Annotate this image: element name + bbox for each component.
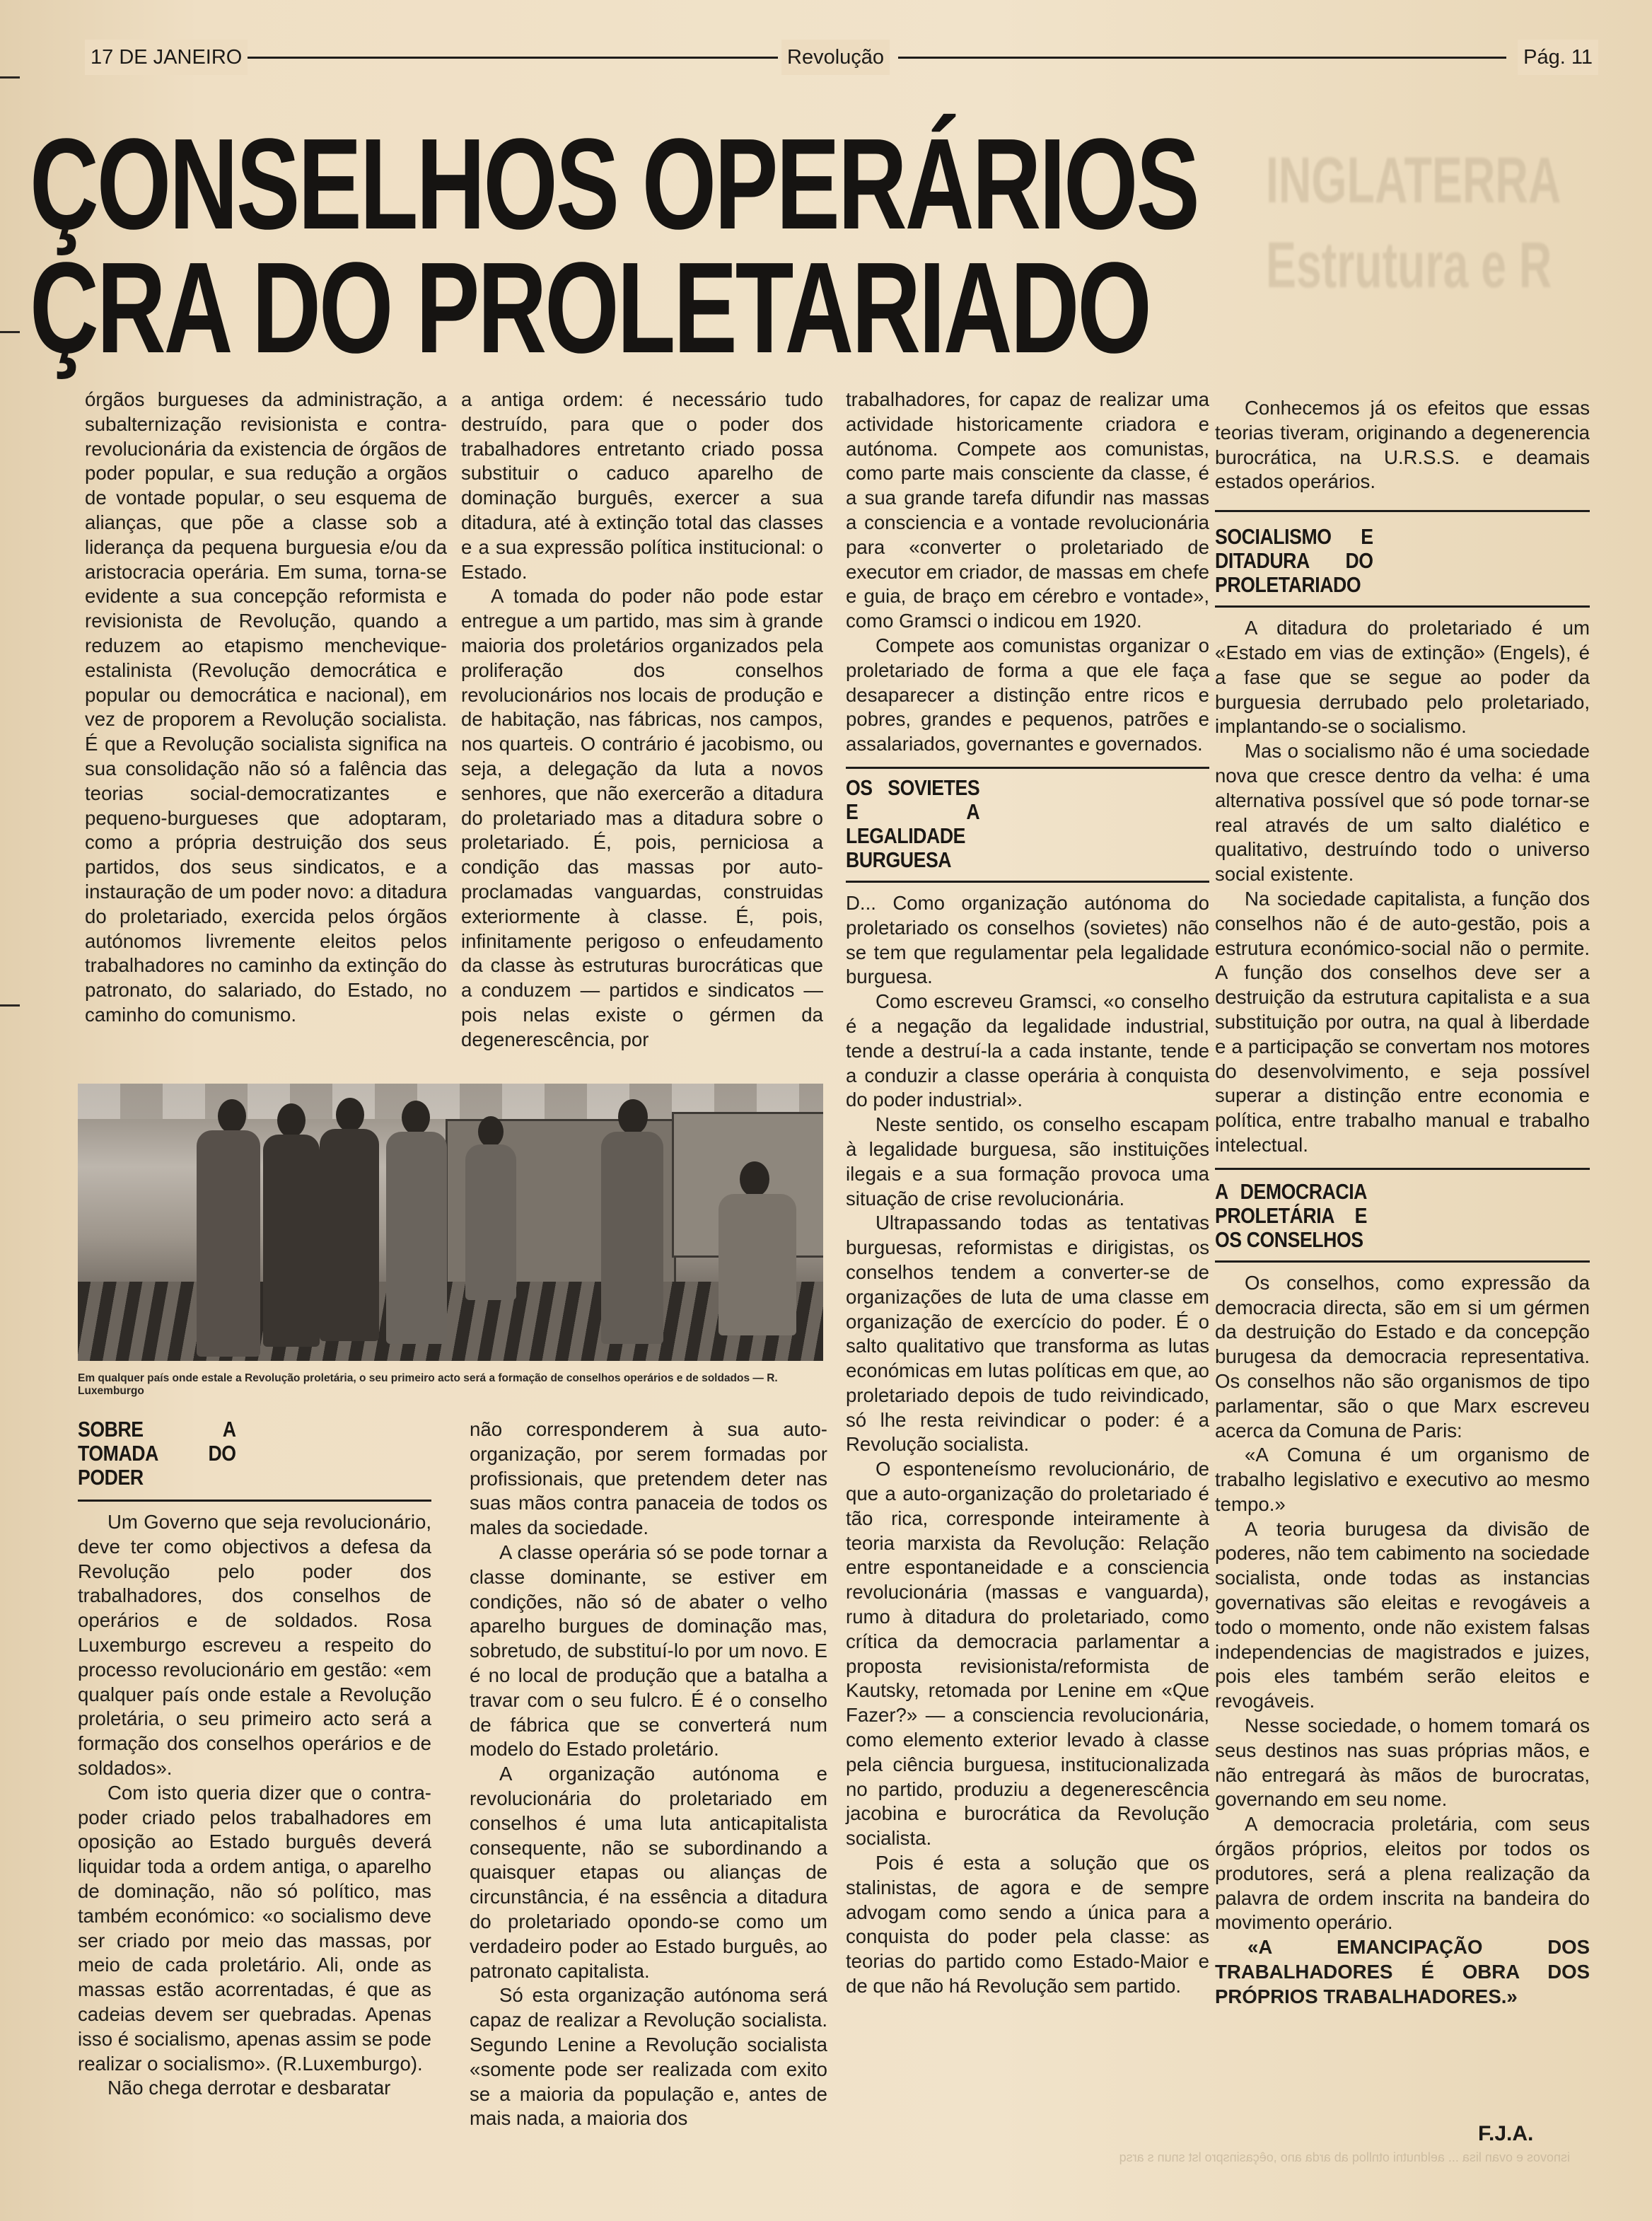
paragraph: Compete aos comunistas organizar o proletariado de forma a que ele faça desaparecer a distinção entre ricos e pobres, grandes e pequenos, patrões e assalariados, governantes e governados. [846, 634, 1209, 755]
photo-caption: Em qualquer país onde estale a Revolução proletária, o seu primeiro acto será a formação de conselhos operários e de soldados — R. Luxemburgo [78, 1372, 778, 1397]
paragraph: A organização autónoma e revolucionária do proletariado em conselhos é uma luta anticapitalista consequente, não se subordinando a quaisquer etapas ou alianças de circunstância, é na essência a ditadura do proletariado opondo-se como um verdadeiro poder ao Estado burguês, ao patronato capitalista. [470, 1763, 827, 1982]
photo-worker-head [740, 1161, 769, 1197]
paragraph: Na sociedade capitalista, a função dos conselhos não é de auto-gestão, pois a estrutura económico-social não o permite. A função dos conselhos deve ser a destruição da estrutura capitalista e a sua substituição por outra, na qual à liberdade e a participação se convertam nos motores do desenvolvimento, e seja possível superar a distinção entre economia e política, entre trabalho manual e trabalho intelectual. [1215, 887, 1590, 1156]
header-rule [898, 57, 1506, 59]
paragraph: Pois é esta a solução que os stalinistas, de agora e de sempre advogam como sendo a única para a conquista do poder pela classe: as teorias do partido como Estado-Maior e de que não há Revolução sem partido. [846, 1852, 1209, 1997]
photo-worker-head [336, 1098, 364, 1132]
paragraph: trabalhadores, for capaz de realizar uma actividade historicamente criadora e autónoma. Compete aos comunistas, como parte mais consciente da classe, é a sua grande tarefa difundir nas massas a consciencia e a vontade revolucionária para «converter o proletariado de executor em criador, de massas em chefe e guia, de braço em cérebro e vontade», como Gramsci o indicou em 1920. [846, 388, 1209, 632]
photo-floor [78, 1282, 823, 1361]
paragraph: não corresponderem à sua auto-organização, por serem formadas por profissionais, que pretendem deter nas suas mãos contra panaceia de todos os males da sociedade. [470, 1418, 827, 1539]
edge-mark [0, 76, 20, 79]
paragraph: A classe operária só se pode tornar a classe dominante, se estiver em condições, não só de abater o velho aparelho burgues de dominação mas, sobretudo, de substituí-lo por um novo. E é no local de produção que a batalha a travar com o seu fulcro. É é o conselho de fábrica que se converterá num modelo do Estado proletário. [470, 1541, 827, 1761]
photo-worker-head [402, 1101, 430, 1135]
paragraph: Um Governo que seja revolucionário, deve ter como objectivos a defesa da Revolução pelo poder dos trabalhadores, dos conselhos de operários e de soldados. Rosa Luxemburgo escreveu a respeito do processo revolucionário em gestão: «em qualquer país onde estale a Revolução proletária, o seu primeiro acto será a formação dos conselhos operários e de soldados». [78, 1511, 431, 1779]
paragraph: A tomada do poder não pode estar entregue a um partido, mas sim à grande maioria dos proletários organizados pela proliferação dos conselhos revolucionários nos locais de produção e de habitação, nas fábricas, nos campos, nos quarteis. O contrário é jacobismo, ou seja, a delegação da luta a novos senhores, que não exercerão a ditadura do proletariado mas a ditadura sobre o proletariado. É, pois, perniciosa a condição das massas por auto-proclamadas vanguardas, construidas exteriormente à classe. É, pois, infinitamente perigoso o enfeudamento da classe às estruturas burocráticas que a conduzem — partidos e sindicatos — pois nelas existe o gérmen da degenerescência, por [461, 585, 823, 1050]
photo-worker [386, 1132, 447, 1344]
photo-worker [320, 1129, 379, 1341]
factory-workers-photo [78, 1084, 823, 1361]
page-headline [30, 111, 1198, 380]
article-column-4 [1215, 396, 1590, 2010]
article-column-2 [461, 388, 823, 1052]
paragraph: D... Como organização autónoma do proletariado os conselhos (sovietes) não se tem que regulamentar pela legalidade burguesa. [846, 891, 1209, 988]
header-rule [226, 57, 778, 59]
running-header [85, 40, 1598, 75]
closing-slogan: «A EMANCIPAÇÃO DOS TRABALHADORES É OBRA DOS PRÓPRIOS TRABALHADORES.» [1215, 1936, 1590, 2007]
paragraph: A democracia proletária, com seus órgãos próprios, eleitos por todos os produtores, será a plena realização da palavra de ordem inscrita na bandeira do movimento operário. [1215, 1813, 1590, 1934]
bleed-through-headline [1266, 138, 1561, 308]
paragraph: Nesse sociedade, o homem tomará os seus destinos nas suas próprias mãos, e não entregará às mãos de burocratas, governando em seu nome. [1215, 1715, 1590, 1811]
paragraph: Conhecemos já os efeitos que essas teorias tiveram, originando a degenerencia burocrática, na U.R.S.S. e deamais estados operários. [1215, 397, 1590, 493]
page-number: Pág. 11 [1518, 40, 1598, 75]
ghost-line: INGLATERRA [1266, 144, 1561, 216]
article-column-3 [846, 388, 1209, 1999]
section-rule [846, 767, 1209, 769]
tomada-column-2 [470, 1417, 827, 2131]
section-rule [846, 881, 1209, 883]
paragraph: Mas o socialismo não é uma sociedade nova que cresce dentro da velha: é uma alternativa possível que só pode tornar-se real através de um salto dialético e qualitativo, destruíndo todo o universo social existente. [1215, 740, 1590, 886]
photo-worker [601, 1132, 663, 1344]
author-signature: F.J.A. [1478, 2122, 1534, 2145]
section-rule [1215, 605, 1590, 608]
paragraph: A teoria burugesa da divisão de poderes, não tem cabimento na sociedade socialista, onde todas as instancias governativas são eleitas e revogáveis a todo o momento, onde não existem falsas independencias de magistrados e juizes, pois eles também serão eleitos e revogáveis. [1215, 1517, 1590, 1712]
photo-worker [465, 1144, 516, 1300]
paragraph: Como escreveu Gramsci, «o conselho é a negação da legalidade industrial, tende a destruí-la a cada instante, tende a conduzir a classe operária à conquista do poder industrial». [846, 990, 1209, 1111]
paragraph: Os conselhos, como expressão da democracia directa, são em si um gérmen da destruição do Estado e da concepção burugesa da democracia representativa. Os conselhos não são organismos de tipo parlamentar, são o que Marx escreveu acerca da Comuna de Paris: [1215, 1271, 1590, 1442]
paragraph: Ultrapassando todas as tentativas burguesas, reformistas e dirigistas, os conselhos tendem a converter-se de organizações de luta de uma classe em organização de exercício do poder. É o salto qualitativo que transforma as lutas económicas em lutas políticas em que, ao proletariado depois de tudo reivindicado, só lhe resta reivindicar o poder: é a Revolução socialista. [846, 1212, 1209, 1456]
section-title-socialismo: SOCIALISMO E DITADURA DO PROLETARIADO [1215, 524, 1373, 598]
section-rule [1215, 1260, 1590, 1263]
issue-date: 17 DE JANEIRO [85, 40, 248, 75]
paragraph: A ditadura do proletariado é um «Estado em vias de extinção» (Engels), é a fase que se segue ao poder da burguesia derrubado pelo proletariado, implantando-se o socialismo. [1215, 617, 1590, 738]
paragraph: «A Comuna é um organismo de trabalho legislativo e executivo ao mesmo tempo.» [1215, 1444, 1590, 1515]
edge-mark [0, 1004, 20, 1007]
section-rule [78, 1500, 431, 1502]
headline-line-1: ÇONSELHOS OPERÁRIOS [30, 111, 1198, 256]
paragraph: O esponteneísmo revolucionário, de que a auto-organização do proletariado é tão rica, corresponde inteiramente à teoria marxista da Revolução: Relação entre espontaneidade e a consciencia revolucionária (massas e vanguarda), rumo à ditadura do proletariado, como crítica da democracia parlamentar a proposta revisionista/reformista de Kautsky, retomada por Lenine em «Que Fazer?» — a consciencia revolucionária, como elemento exterior levado à classe pela ciência burguesa, institucionalizada no partido, produziu a degenerescência jacobina e burocrática da Revolução socialista. [846, 1458, 1209, 1850]
edge-mark [0, 331, 20, 333]
publication-name: Revolução [781, 40, 890, 75]
ghost-line: Estrutura e R [1266, 229, 1552, 301]
article-column-1 [85, 388, 447, 1028]
paragraph: órgãos burgueses da administração, a subalternização revisionista e contra-revolucionária da existencia de órgãos de poder popular, e sua redução a orgãos de vontade popular, o seu esquema de alianças, que põe a classe sob a liderança da pequena burguesia e/ou da aristocracia operária. Em suma, torna-se evidente a sua concepção reformista e revisionista de Revolução, quando a reduzem ao etapismo menchevique-estalinista (Revolução democrática e popular ou democrática e nacional), em vez de proporem a Revolução socialista. É que a Revolução socialista significa na sua consolidação não só a falência das teorias social-democratizantes e pequeno-burgueses que adoptaram, como a própria destruição dos seus partidos, dos seus sindicatos, e a instauração de um poder novo: a ditadura do proletariado, exercida pelos órgãos autónomos livremente eleitos pelos trabalhadores no caminho da extinção do patronato, do salariado, do Estado, no caminho do comunismo. [85, 388, 447, 1026]
bleed-through-text: isnovos e ovan lisa ... aeldnutni otnlloq ab arda ano ,oêçasinspro lst snun s arsq [1119, 2150, 1570, 2164]
photo-worker [719, 1194, 796, 1335]
section-rule [1215, 1168, 1590, 1170]
paragraph: Com isto queria dizer que o contra-poder criado pelos trabalhadores em oposição ao Estado burguês deverá liquidar toda a ordem antiga, o aparelho de dominação, não só político, mas também económico: «o socialismo deve ser criado por meio das massas, por meio de cada proletário. Ali, onde as massas estão acorrentadas, é que as cadeias devem ser quebradas. Apenas isso é socialismo, apenas assim se pode realizar o socialismo». (R.Luxemburgo). [78, 1781, 432, 2075]
photo-worker-head [478, 1116, 504, 1147]
tomada-column-1 [78, 1417, 431, 2101]
photo-worker-head [618, 1099, 648, 1135]
section-rule [1215, 510, 1590, 512]
paragraph: a antiga ordem: é necessário tudo destruído, para que o poder dos trabalhadores entretanto criado possa substituir o caduco aparelho de dominação burguês, exercer a sua ditadura, até à extinção total das classes e a sua expressão política institucional: o Estado. [461, 388, 823, 583]
photo-worker-head [218, 1099, 246, 1133]
photo-worker [197, 1130, 260, 1357]
paragraph: Não chega derrotar e desbaratar [107, 2077, 391, 2099]
section-title-democracia: A DEMOCRACIA PROLETÁRIA E OS CONSELHOS [1215, 1178, 1367, 1252]
paragraph: Só esta organização autónoma será capaz de realizar a Revolução socialista. Segundo Lenine a Revolução socialista «somente pode ser realizada com exito se a maioria da população e, antes de mais nada, a maioria dos [470, 1984, 827, 2130]
headline-line-2: ÇRA DO PROLETARIADO [30, 235, 1150, 380]
section-title-sovietes: OS SOVIETES E A LEGALIDADE BURGUESA [846, 775, 980, 872]
section-title-tomada: SOBRE A TOMADA DO PODER [78, 1417, 236, 1490]
photo-worker [263, 1135, 320, 1347]
paragraph: Neste sentido, os conselho escapam à legalidade burguesa, são instituições ilegais e a sua formação provoca uma situação de crise revolucionária. [846, 1113, 1209, 1210]
photo-worker-head [277, 1103, 306, 1137]
